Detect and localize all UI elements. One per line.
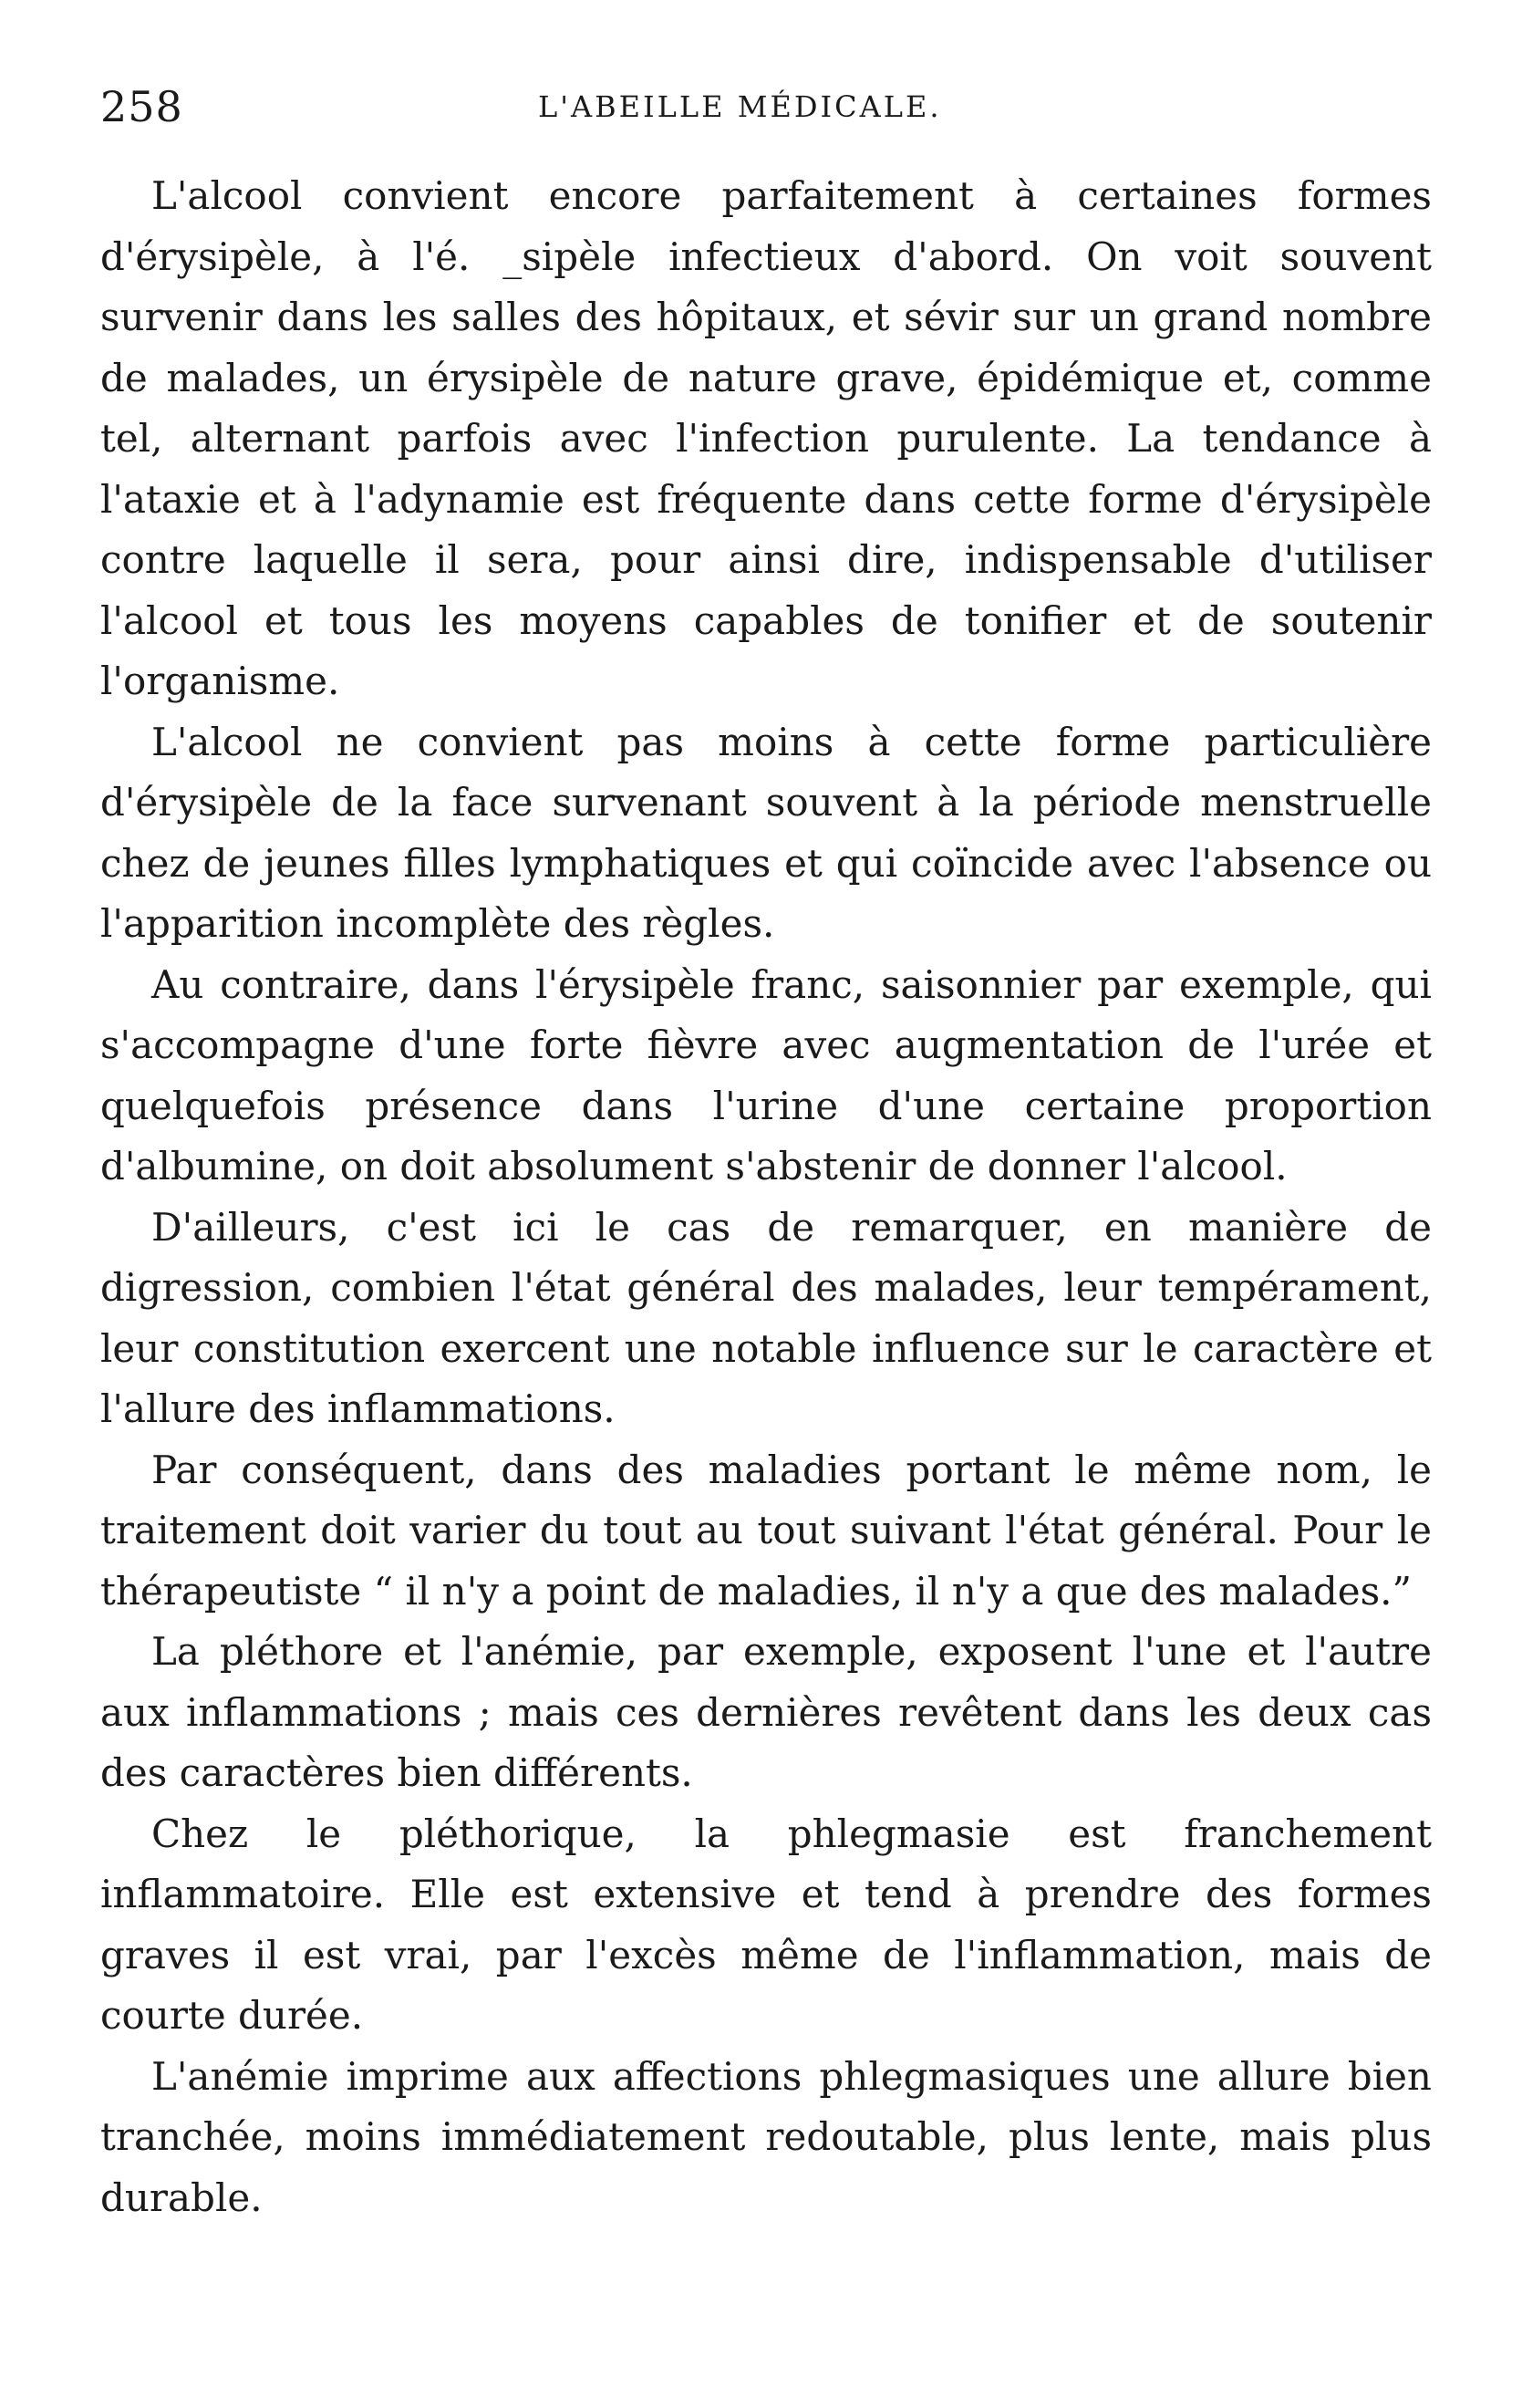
page-header (100, 73, 1432, 146)
paragraph: Par conséquent, dans des maladies portant le même nom, le traitement doit varier du tout au tout suivant l'état général. Pour le thérapeutiste “ il n'y a point de maladies, il n'y a que des malades.” (100, 1447, 1432, 1614)
book-page (100, 73, 1432, 2228)
paragraph: L'alcool ne convient pas moins à cette forme particulière d'érysipèle de la face survenant souvent à la période menstruelle chez de jeunes filles lymphatiques et qui coïncide avec l'absence ou l'apparition incomplète des règles. (100, 719, 1432, 946)
paragraph: L'alcool convient encore parfaitement à certaines formes d'érysipèle, à l'é. _sipèle infectieux d'abord. On voit souvent survenir dans les salles des hôpitaux, et sévir sur un grand nombre de malades, un érysipèle de nature grave, épidémique et, comme tel, alternant parfois avec l'infection purulente. La tendance à l'ataxie et à l'adynamie est fréquente dans cette forme d'érysipèle contre laquelle il sera, pour ainsi dire, indispensable d'utiliser l'alcool et tous les moyens capables de tonifier et de soutenir l'organisme. (100, 173, 1432, 703)
page-number: 258 (100, 82, 183, 131)
paragraph: L'anémie imprime aux affections phlegmasiques une allure bien tranchée, moins immédiatement redoutable, plus lente, mais plus durable. (100, 2053, 1432, 2220)
body-text (100, 166, 1432, 2228)
paragraph: D'ailleurs, c'est ici le cas de remarquer, en manière de digression, combien l'état général des malades, leur tempérament, leur constitution exercent une notable influence sur le caractère et l'allure des inflammations. (100, 1204, 1432, 1431)
running-head: L'ABEILLE MÉDICALE. (538, 89, 942, 124)
paragraph: La pléthore et l'anémie, par exemple, exposent l'une et l'autre aux inflammations ; mais ces dernières revêtent dans les deux cas des caractères bien différents. (100, 1629, 1432, 1795)
paragraph: Chez le pléthorique, la phlegmasie est franchement inflammatoire. Elle est extensive et tend à prendre des formes graves il est vrai, par l'excès même de l'inflammation, mais de courte durée. (100, 1811, 1432, 2038)
paragraph: Au contraire, dans l'érysipèle franc, saisonnier par exemple, qui s'accompagne d'une forte fièvre avec augmentation de l'urée et quelquefois présence dans l'urine d'une certaine proportion d'albumine, on doit absolument s'abstenir de donner l'alcool. (100, 961, 1432, 1188)
